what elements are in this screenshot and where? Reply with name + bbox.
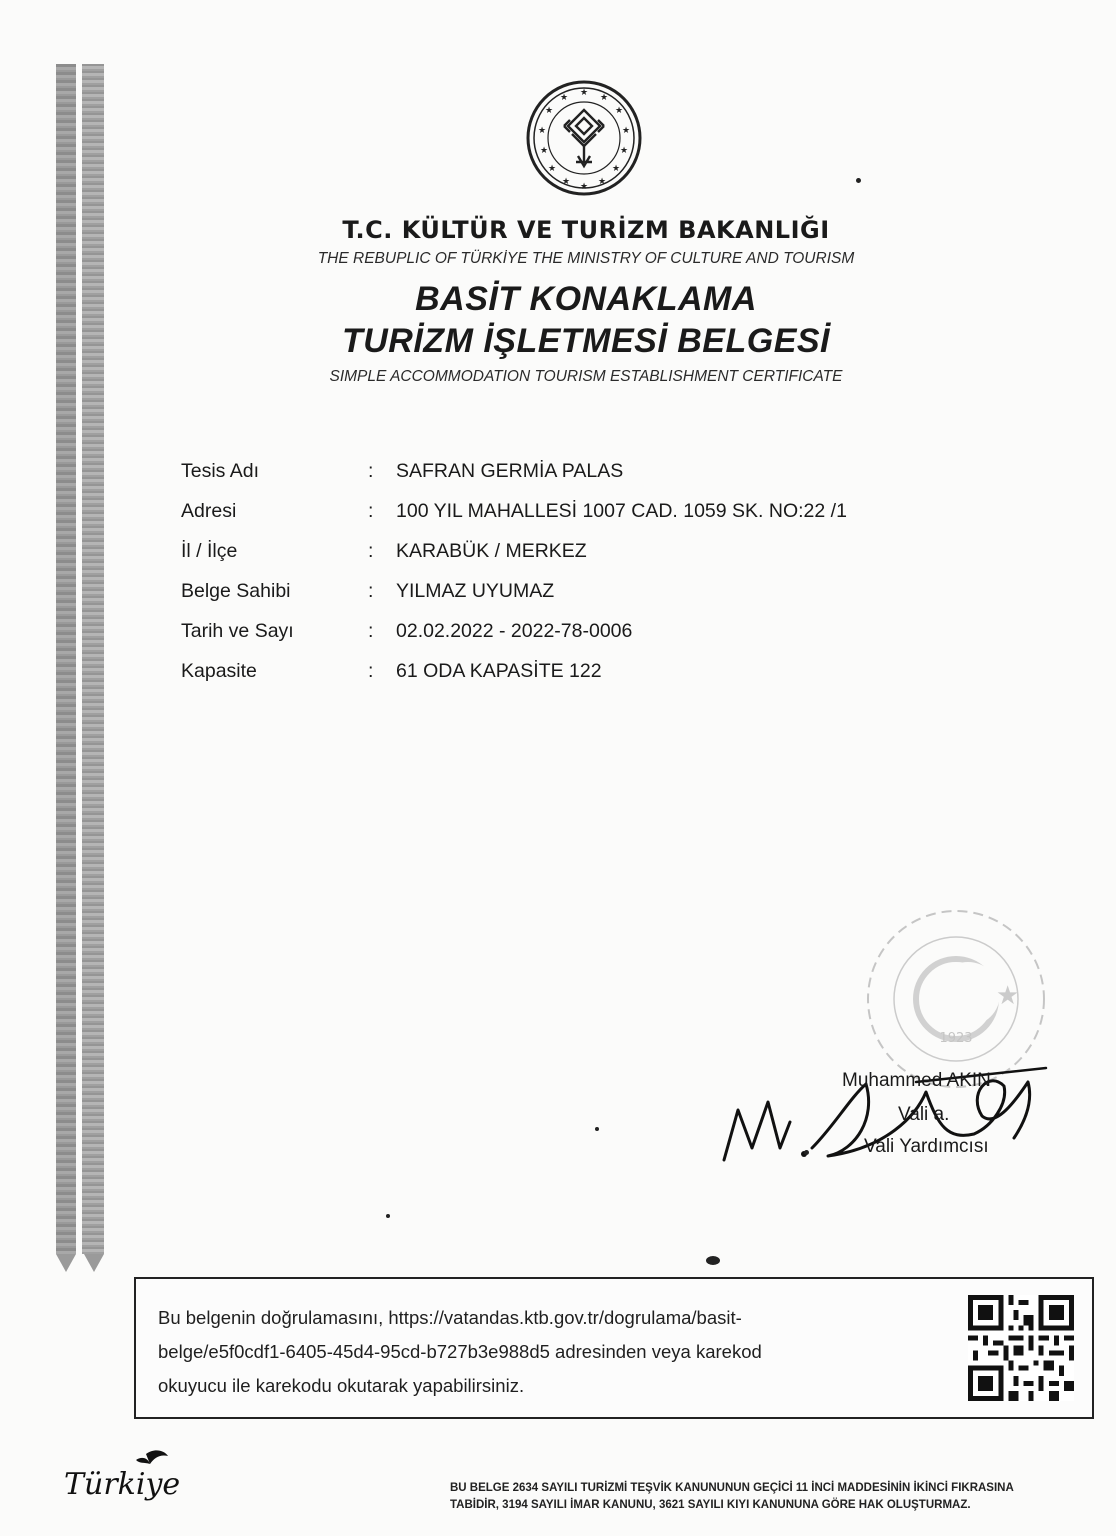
scan-speck bbox=[706, 1256, 720, 1265]
svg-text:★: ★ bbox=[537, 126, 547, 136]
svg-text:★: ★ bbox=[544, 106, 554, 116]
field-colon: : bbox=[368, 460, 374, 482]
svg-text:★: ★ bbox=[547, 164, 557, 174]
svg-text:★: ★ bbox=[996, 981, 1020, 1011]
scan-speck bbox=[804, 1150, 809, 1155]
svg-text:★: ★ bbox=[539, 146, 549, 156]
legal-notice-line1: BU BELGE 2634 SAYILI TURİZMİ TEŞVİK KANUNUNUN GEÇİCİ 11 İNCİ MADDESİNİN İKİNCİ FIKRASINA bbox=[450, 1482, 1014, 1494]
scan-speck bbox=[595, 1127, 599, 1131]
legal-notice-line2: TABİDİR, 3194 SAYILI İMAR KANUNU, 3621 SAYILI KIYI KANUNUNA GÖRE HAK OLUŞTURMAZ. bbox=[450, 1499, 971, 1511]
turkiye-logo-icon bbox=[60, 1446, 210, 1506]
seal-year: 1923 bbox=[939, 1031, 973, 1046]
verification-text bbox=[158, 1301, 918, 1403]
signatory-name: Muhammed AKIN bbox=[842, 1070, 991, 1091]
field-colon: : bbox=[368, 500, 374, 522]
svg-text:★: ★ bbox=[561, 177, 571, 187]
svg-text:★: ★ bbox=[579, 88, 589, 98]
svg-text:★: ★ bbox=[597, 177, 607, 187]
field-value: YILMAZ UYUMAZ bbox=[396, 580, 555, 602]
field-value: 02.02.2022 - 2022-78-0006 bbox=[396, 620, 633, 642]
verification-line1: Bu belgenin doğrulamasını, https://vatandas.ktb.gov.tr/dogrulama/basit- bbox=[158, 1307, 742, 1328]
certificate-title-line1: BASİT KONAKLAMA bbox=[415, 280, 757, 318]
scan-speck bbox=[856, 178, 861, 183]
logo-text: Türkiye bbox=[64, 1467, 181, 1502]
svg-text:★: ★ bbox=[611, 164, 621, 174]
verification-line2: belge/e5f0cdf1-6405-45d4-95cd-b727b3e988d5 adresinden veya karekod bbox=[158, 1341, 762, 1362]
svg-text:★: ★ bbox=[559, 93, 569, 103]
ministry-name-tr: T.C. KÜLTÜR VE TURİZM BAKANLIĞI bbox=[342, 216, 830, 244]
field-colon: : bbox=[368, 620, 374, 642]
svg-text:★: ★ bbox=[619, 146, 629, 156]
field-value: 100 YIL MAHALLESİ 1007 CAD. 1059 SK. NO:22 /1 bbox=[396, 500, 847, 522]
qr-code-icon[interactable] bbox=[968, 1295, 1074, 1401]
field-value: KARABÜK / MERKEZ bbox=[396, 540, 587, 562]
certificate-title-en: SIMPLE ACCOMMODATION TOURISM ESTABLISHMENT CERTIFICATE bbox=[329, 368, 843, 385]
field-label: Kapasite bbox=[181, 660, 257, 682]
field-label: İl / İlçe bbox=[181, 540, 238, 562]
field-label: Belge Sahibi bbox=[181, 580, 291, 602]
field-label: Tarih ve Sayı bbox=[181, 620, 294, 642]
legal-notice bbox=[450, 1480, 1090, 1514]
field-value: SAFRAN GERMİA PALAS bbox=[396, 460, 624, 482]
signatory-role-line1: Vali a. bbox=[898, 1104, 950, 1125]
svg-text:★: ★ bbox=[579, 182, 589, 192]
svg-text:★: ★ bbox=[599, 93, 609, 103]
svg-text:★: ★ bbox=[621, 126, 631, 136]
verification-line3: okuyucu ile karekodu okutarak yapabilirsiniz. bbox=[158, 1375, 525, 1396]
field-colon: : bbox=[368, 540, 374, 562]
svg-text:★: ★ bbox=[614, 106, 624, 116]
ministry-emblem-icon bbox=[524, 78, 644, 198]
field-value: 61 ODA KAPASİTE 122 bbox=[396, 660, 602, 682]
field-label: Tesis Adı bbox=[181, 460, 260, 482]
verification-box bbox=[134, 1277, 1094, 1419]
certificate-title-line2: TURİZM İŞLETMESİ BELGESİ bbox=[341, 322, 831, 360]
field-label: Adresi bbox=[181, 500, 237, 522]
ministry-name-en: THE REBUPLIC OF TÜRKİYE THE MINISTRY OF CULTURE AND TOURISM bbox=[317, 250, 855, 267]
field-colon: : bbox=[368, 580, 374, 602]
signatory-role-line2: Vali Yardımcısı bbox=[864, 1136, 989, 1157]
scan-speck bbox=[386, 1214, 390, 1218]
field-colon: : bbox=[368, 660, 374, 682]
